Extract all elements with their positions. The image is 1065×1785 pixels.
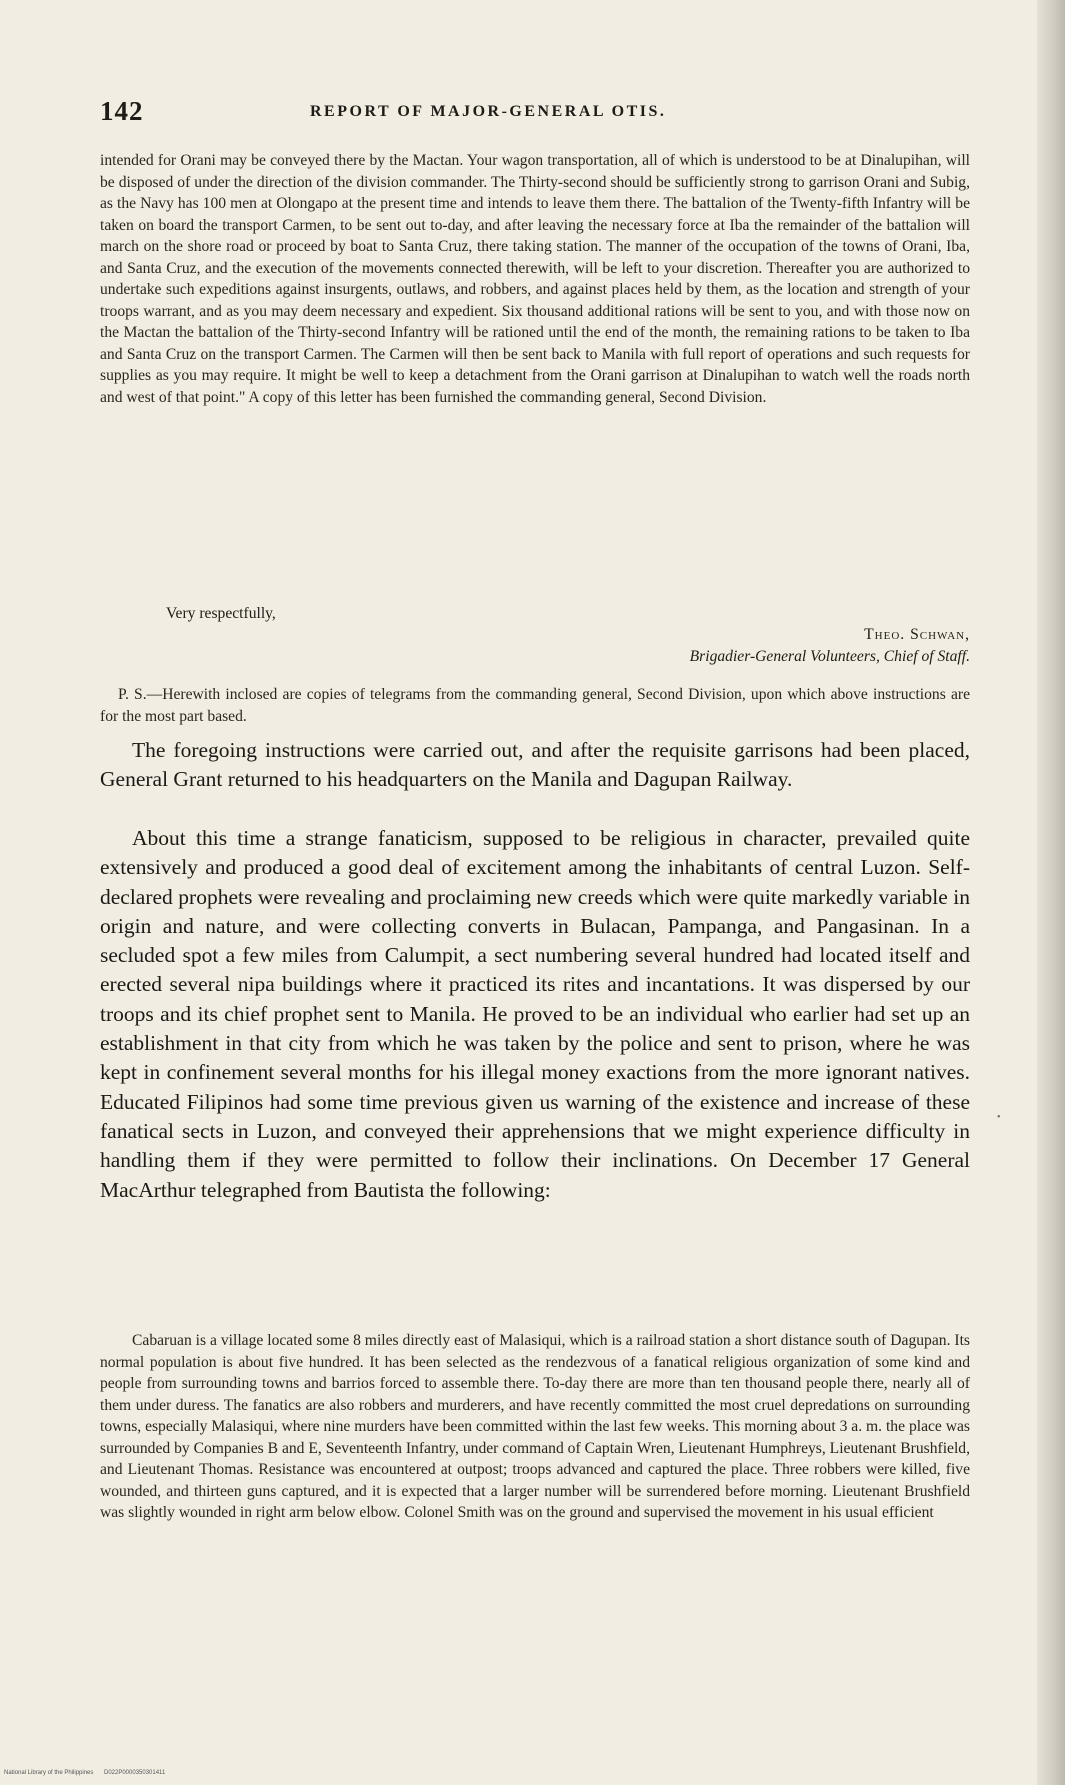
telegram-quote: Cabaruan is a village located some 8 miles directly east of Malasiqui, which is a railroad station a short distance south of Dagupan. Its normal population is about five hundred. It has been selected as the rendezvous of a fanatical religious organization of some kind and people from surrounding towns and barrios forced to assemble there. To-day there are more than ten thousand people there, nearly all of them under duress. The fanatics are also robbers and murderers, and have recently committed the most cruel depredations on surrounding towns, especially Malasiqui, where nine murders have been committed within the last few weeks. This morning about 3 a. m. the place was surrounded by Companies B and E, Seventeenth Infantry, under command of Captain Wren, Lieutenant Humphreys, Lieutenant Brushfield, and Lieutenant Thomas. Resistance was encountered at outpost; troops advanced and captured the place. Three robbers were killed, five wounded, and thirteen guns captured, and it is expected that a larger number will be surrendered before morning. Lieutenant Brushfield was slightly wounded in right arm below elbow. Colonel Smith was on the ground and supervised the movement in his usual efficient	[100, 1332, 970, 1521]
page-header	[100, 96, 980, 132]
margin-mark: •	[997, 1112, 1001, 1123]
page-edge-shadow	[1037, 0, 1065, 1785]
footer-identifier: D022P0000350301411	[104, 1770, 166, 1776]
signature-title: Brigadier-General Volunteers, Chief of Staff.	[689, 647, 970, 665]
page-number: 142	[100, 96, 144, 126]
paragraph-foregoing: The foregoing instructions were carried out, and after the requisite garrisons had been placed, General Grant returned to his headquarters on the Manila and Dagupan Railway.	[100, 738, 970, 792]
letter-postscript: P. S.—Herewith inclosed are copies of telegrams from the commanding general, Second Division, upon which above instructions are for the most part based.	[100, 686, 970, 725]
letter-body: intended for Orani may be conveyed there by the Mactan. Your wagon transportation, all of which is understood to be at Dinalupihan, will be disposed of under the direction of the division commander. The Thirty-second should be sufficiently strong to garrison Orani and Subig, as the Navy has 100 men at Olongapo at the present time and intends to leave them there. The battalion of the Twenty-fifth Infantry will be taken on board the transport Carmen, to be sent out to-day, and after leaving the necessary force at Iba the remainder of the battalion will march on the shore road or proceed by boat to Santa Cruz, there taking station. The manner of the occupation of the towns of Orani, Iba, and Santa Cruz, and the execution of the movements connected therewith, will be left to your discretion. Thereafter you are authorized to undertake such expeditions against insurgents, outlaws, and robbers, and against places held by them, as the location and strength of your troops warrant, and as you may deem necessary and expedient. Six thousand additional rations will be sent to you, and with those now on the Mactan the battalion of the Thirty-second Infantry will be rationed until the end of the month, the remaining rations to be taken to Iba and Santa Cruz on the transport Carmen. The Carmen will then be sent back to Manila with full report of operations and such requests for supplies as you may require. It might be well to keep a detachment from the Orani garrison at Dinalupihan to watch well the roads north and west of that point." A copy of this letter has been furnished the commanding general, Second Division.	[100, 152, 970, 406]
running-head: REPORT OF MAJOR-GENERAL OTIS.	[310, 103, 667, 120]
letter-closing: Very respectfully,	[166, 605, 276, 622]
letter-signature	[540, 624, 970, 667]
signature-name: Theo. Schwan,	[864, 626, 970, 643]
footer-library: National Library of the Philippines	[4, 1770, 94, 1776]
paragraph-fanaticism: About this time a strange fanaticism, supposed to be religious in character, prevailed quite extensively and produced a good deal of excitement among the inhabitants of central Luzon. Self-declared prophets were revealing and proclaiming new creeds which were quite markedly variable in origin and nature, and were collecting converts in Bulacan, Pampanga, and Pangasinan. In a secluded spot a few miles from Calumpit, a sect numbering several hundred had located itself and erected several nipa buildings where it practiced its rites and incantations. It was dispersed by our troops and its chief prophet sent to Manila. He proved to be an individual who earlier had set up an establishment in that city from which he was taken by the police and sent to prison, where he was kept in confinement several months for his illegal money exactions from the more ignorant natives. Educated Filipinos had some time previous given us warning of the existence and increase of these fanatical sects in Luzon, and conveyed their apprehensions that we might experience difficulty in handling them if they were permitted to follow their inclinations. On December 17 General MacArthur telegraphed from Bautista the following:	[100, 826, 970, 1202]
